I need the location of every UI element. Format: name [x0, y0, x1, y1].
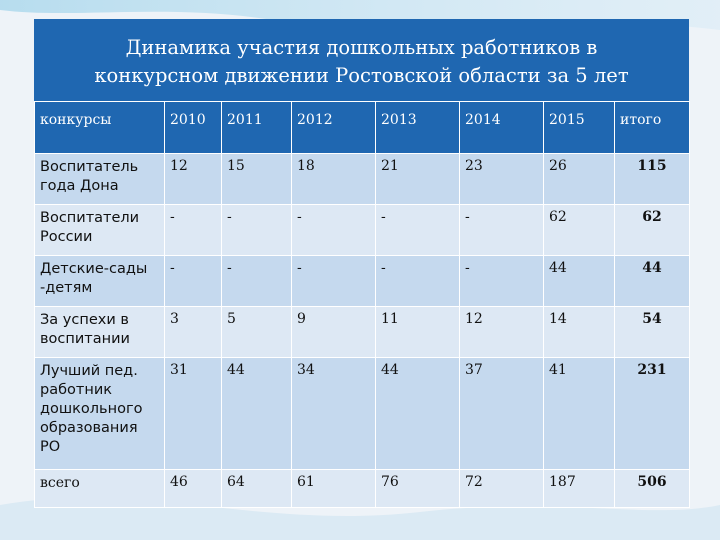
cell-2010: 12 [165, 154, 222, 205]
table-row [35, 205, 690, 256]
cell-2012: - [292, 256, 376, 307]
cell-total: 115 [615, 154, 690, 205]
cell-2014: 37 [460, 358, 544, 470]
cell-2010: - [165, 256, 222, 307]
header-total: итого [615, 102, 690, 154]
cell-2011: 64 [222, 470, 292, 508]
header-2011: 2011 [222, 102, 292, 154]
title-line-1: Динамика участия дошкольных работников в [125, 35, 598, 59]
header-contests: конкурсы [35, 102, 165, 154]
cell-total: 231 [615, 358, 690, 470]
cell-2015: 26 [544, 154, 615, 205]
cell-2014: 12 [460, 307, 544, 358]
cell-2011: - [222, 256, 292, 307]
cell-2013: - [376, 256, 460, 307]
title-line-2: конкурсном движении Ростовской области за 5 лет [94, 63, 629, 87]
cell-2015: 41 [544, 358, 615, 470]
table-row [35, 307, 690, 358]
cell-2012: 34 [292, 358, 376, 470]
cell-2010: - [165, 205, 222, 256]
cell-2014: 72 [460, 470, 544, 508]
cell-2010: 46 [165, 470, 222, 508]
cell-2013: 76 [376, 470, 460, 508]
cell-2011: 15 [222, 154, 292, 205]
row-label: Лучший пед. работник дошкольного образования РО [35, 358, 165, 470]
cell-2010: 3 [165, 307, 222, 358]
cell-2012: 9 [292, 307, 376, 358]
cell-2013: 44 [376, 358, 460, 470]
cell-2012: 61 [292, 470, 376, 508]
slide-title [34, 19, 689, 104]
table-total-row [35, 470, 690, 508]
cell-2014: 23 [460, 154, 544, 205]
header-2014: 2014 [460, 102, 544, 154]
header-2010: 2010 [165, 102, 222, 154]
cell-2014: - [460, 205, 544, 256]
cell-total: 506 [615, 470, 690, 508]
cell-2011: 5 [222, 307, 292, 358]
table-row [35, 154, 690, 205]
cell-2012: 18 [292, 154, 376, 205]
cell-total: 44 [615, 256, 690, 307]
cell-2013: 21 [376, 154, 460, 205]
cell-2015: 44 [544, 256, 615, 307]
cell-2015: 14 [544, 307, 615, 358]
cell-2010: 31 [165, 358, 222, 470]
table-header-row [35, 102, 690, 154]
row-label: Воспитатели России [35, 205, 165, 256]
cell-2011: 44 [222, 358, 292, 470]
cell-2013: 11 [376, 307, 460, 358]
cell-2015: 62 [544, 205, 615, 256]
cell-2012: - [292, 205, 376, 256]
cell-total: 54 [615, 307, 690, 358]
header-2013: 2013 [376, 102, 460, 154]
cell-2015: 187 [544, 470, 615, 508]
row-label: всего [35, 470, 165, 508]
cell-total: 62 [615, 205, 690, 256]
header-2012: 2012 [292, 102, 376, 154]
row-label: За успехи в воспитании [35, 307, 165, 358]
cell-2013: - [376, 205, 460, 256]
contest-participation-table [34, 101, 690, 508]
cell-2014: - [460, 256, 544, 307]
row-label: Воспитатель года Дона [35, 154, 165, 205]
header-2015: 2015 [544, 102, 615, 154]
row-label: Детские-сады -детям [35, 256, 165, 307]
table-row [35, 256, 690, 307]
table-row [35, 358, 690, 470]
cell-2011: - [222, 205, 292, 256]
